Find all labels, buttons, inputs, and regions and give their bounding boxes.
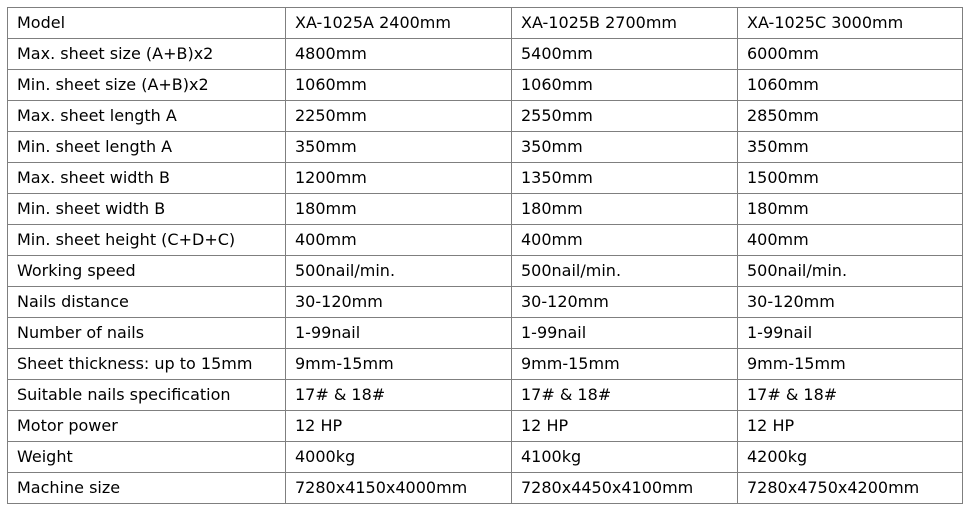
xa-1025b-cell: 30-120mm bbox=[512, 287, 738, 318]
xa-1025a-cell: 1200mm bbox=[286, 163, 512, 194]
row-label-cell: Motor power bbox=[8, 411, 286, 442]
xa-1025a-cell: 4000kg bbox=[286, 442, 512, 473]
table-row bbox=[8, 132, 963, 163]
xa-1025b-cell: 17# & 18# bbox=[512, 380, 738, 411]
xa-1025c-cell: 350mm bbox=[738, 132, 963, 163]
xa-1025b-cell: 1-99nail bbox=[512, 318, 738, 349]
xa-1025b-cell: 4100kg bbox=[512, 442, 738, 473]
xa-1025b-cell: 7280x4450x4100mm bbox=[512, 473, 738, 504]
spec-table bbox=[7, 7, 963, 504]
xa-1025a-cell: 17# & 18# bbox=[286, 380, 512, 411]
row-label-cell: Nails distance bbox=[8, 287, 286, 318]
table-row bbox=[8, 256, 963, 287]
table-row bbox=[8, 39, 963, 70]
row-label-cell: Machine size bbox=[8, 473, 286, 504]
table-row bbox=[8, 194, 963, 225]
xa-1025c-cell: 7280x4750x4200mm bbox=[738, 473, 963, 504]
row-label-cell: Suitable nails specification bbox=[8, 380, 286, 411]
xa-1025b-cell: 500nail/min. bbox=[512, 256, 738, 287]
table-row bbox=[8, 411, 963, 442]
row-label-cell: Min. sheet width B bbox=[8, 194, 286, 225]
row-label-cell: Max. sheet width B bbox=[8, 163, 286, 194]
row-label-cell: Min. sheet size (A+B)x2 bbox=[8, 70, 286, 101]
xa-1025a-cell: 30-120mm bbox=[286, 287, 512, 318]
table-row bbox=[8, 349, 963, 380]
xa-1025c-cell: 1-99nail bbox=[738, 318, 963, 349]
xa-1025a-cell: 7280x4150x4000mm bbox=[286, 473, 512, 504]
row-label-cell: Number of nails bbox=[8, 318, 286, 349]
xa-1025b-cell: 400mm bbox=[512, 225, 738, 256]
xa-1025a-cell: 500nail/min. bbox=[286, 256, 512, 287]
xa-1025a-cell: 4800mm bbox=[286, 39, 512, 70]
xa-1025b-cell: 9mm-15mm bbox=[512, 349, 738, 380]
table-row bbox=[8, 287, 963, 318]
xa-1025a-cell: 180mm bbox=[286, 194, 512, 225]
table-row bbox=[8, 442, 963, 473]
xa-1025c-cell: 400mm bbox=[738, 225, 963, 256]
table-row bbox=[8, 101, 963, 132]
table-row bbox=[8, 163, 963, 194]
xa-1025b-cell: 1350mm bbox=[512, 163, 738, 194]
header-cell-xa-1025c: XA-1025C 3000mm bbox=[738, 8, 963, 39]
header-cell-model: Model bbox=[8, 8, 286, 39]
row-label-cell: Weight bbox=[8, 442, 286, 473]
xa-1025c-cell: 180mm bbox=[738, 194, 963, 225]
xa-1025c-cell: 12 HP bbox=[738, 411, 963, 442]
xa-1025c-cell: 500nail/min. bbox=[738, 256, 963, 287]
spec-table-body bbox=[8, 8, 963, 504]
table-row bbox=[8, 225, 963, 256]
xa-1025c-cell: 6000mm bbox=[738, 39, 963, 70]
xa-1025c-cell: 30-120mm bbox=[738, 287, 963, 318]
row-label-cell: Max. sheet size (A+B)x2 bbox=[8, 39, 286, 70]
xa-1025b-cell: 2550mm bbox=[512, 101, 738, 132]
table-row bbox=[8, 473, 963, 504]
xa-1025a-cell: 350mm bbox=[286, 132, 512, 163]
row-label-cell: Sheet thickness: up to 15mm bbox=[8, 349, 286, 380]
row-label-cell: Min. sheet length A bbox=[8, 132, 286, 163]
xa-1025b-cell: 180mm bbox=[512, 194, 738, 225]
xa-1025a-cell: 12 HP bbox=[286, 411, 512, 442]
xa-1025a-cell: 2250mm bbox=[286, 101, 512, 132]
row-label-cell: Working speed bbox=[8, 256, 286, 287]
xa-1025a-cell: 1-99nail bbox=[286, 318, 512, 349]
table-header-row bbox=[8, 8, 963, 39]
xa-1025c-cell: 2850mm bbox=[738, 101, 963, 132]
xa-1025c-cell: 1060mm bbox=[738, 70, 963, 101]
xa-1025a-cell: 9mm-15mm bbox=[286, 349, 512, 380]
row-label-cell: Min. sheet height (C+D+C) bbox=[8, 225, 286, 256]
xa-1025c-cell: 17# & 18# bbox=[738, 380, 963, 411]
header-cell-xa-1025b: XA-1025B 2700mm bbox=[512, 8, 738, 39]
xa-1025b-cell: 350mm bbox=[512, 132, 738, 163]
xa-1025a-cell: 1060mm bbox=[286, 70, 512, 101]
table-row bbox=[8, 380, 963, 411]
xa-1025c-cell: 9mm-15mm bbox=[738, 349, 963, 380]
xa-1025c-cell: 4200kg bbox=[738, 442, 963, 473]
xa-1025a-cell: 400mm bbox=[286, 225, 512, 256]
table-row bbox=[8, 70, 963, 101]
xa-1025b-cell: 12 HP bbox=[512, 411, 738, 442]
row-label-cell: Max. sheet length A bbox=[8, 101, 286, 132]
xa-1025c-cell: 1500mm bbox=[738, 163, 963, 194]
xa-1025b-cell: 5400mm bbox=[512, 39, 738, 70]
xa-1025b-cell: 1060mm bbox=[512, 70, 738, 101]
table-row bbox=[8, 318, 963, 349]
header-cell-xa-1025a: XA-1025A 2400mm bbox=[286, 8, 512, 39]
